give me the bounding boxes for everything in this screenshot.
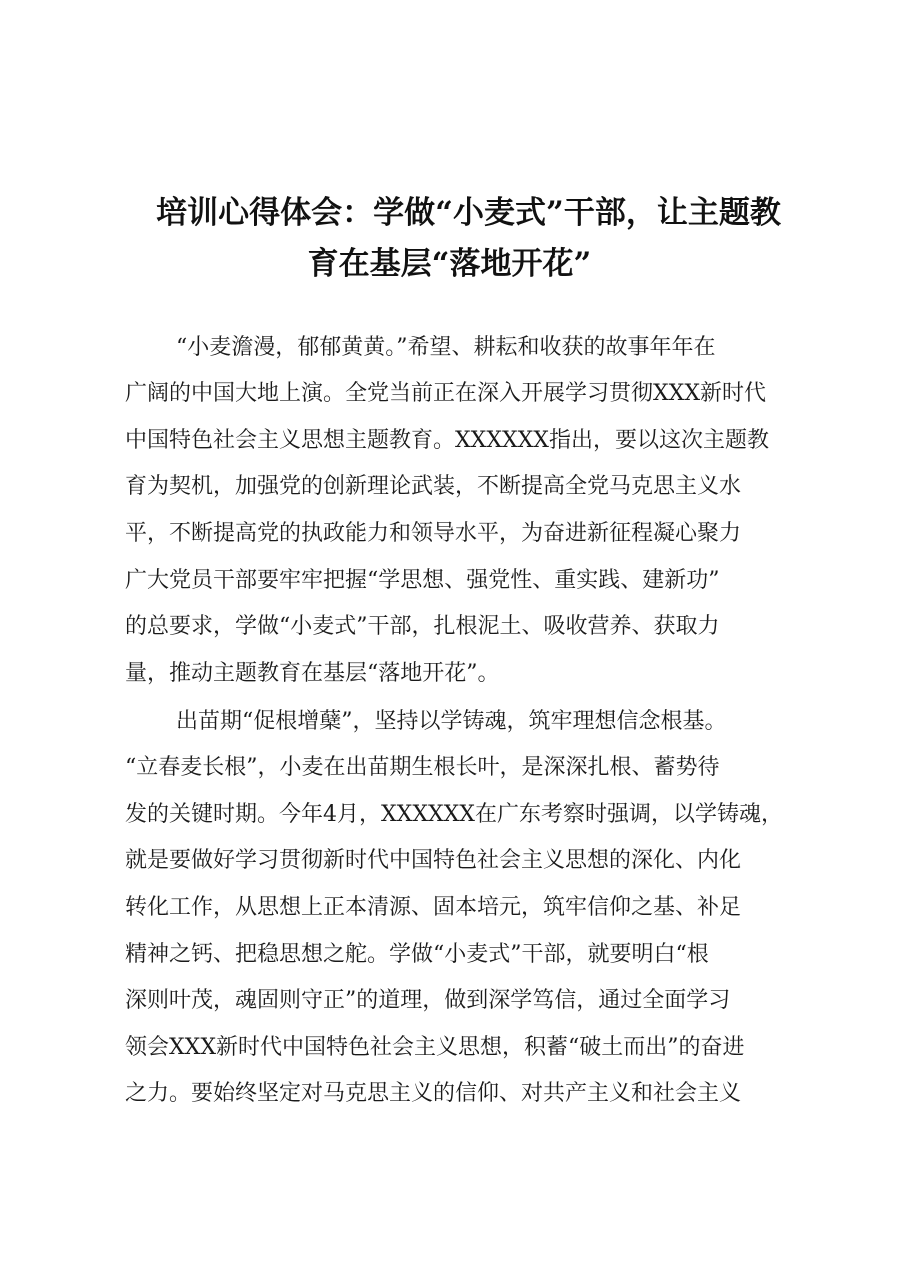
paragraph-line: “小麦澹漫，郁郁黄黄。”希望、耕耘和收获的故事年年在 (176, 335, 716, 360)
paragraph-line: 平，不断提高党的执政能力和领导水平，为奋进新征程凝心聚力 (125, 521, 742, 546)
paragraph-line: 转化工作，从思想上正本清源、固本培元，筑牢信仰之基、补足 (125, 895, 742, 920)
paragraph-line: 就是要做好学习贯彻新时代中国特色社会主义思想的深化、内化 (125, 848, 742, 873)
paragraph-line: 领会XXX新时代中国特色社会主义思想，积蓄“破土而出”的奋进 (125, 1035, 745, 1060)
paragraph-line: 的总要求，学做“小麦式”干部，扎根泥土、吸收营养、获取力 (125, 614, 720, 639)
paragraph-line: 广大党员干部要牢牢把握“学思想、强党性、重实践、建新功” (125, 568, 720, 593)
paragraph-line: 出苗期“促根增蘖”，坚持以学铸魂，筑牢理想信念根基。 (176, 709, 727, 734)
document-title-line-2: 育在基层“落地开花” (307, 246, 592, 282)
paragraph-line: 育为契机，加强党的创新理论武装，不断提高全党马克思主义水 (125, 474, 742, 499)
paragraph-line: 深则叶茂，魂固则守正”的道理，做到深学笃信，通过全面学习 (125, 988, 731, 1013)
paragraph-line: 发的关键时期。今年4月，XXXXXX在广东考察时强调，以学铸魂， (125, 802, 783, 827)
paragraph-line: 量，推动主题教育在基层“落地开花”。 (125, 661, 500, 686)
paragraph-line: 广阔的中国大地上演。全党当前正在深入开展学习贯彻XXX新时代 (125, 381, 766, 406)
paragraph-line: 之力。要始终坚定对马克思主义的信仰、对共产主义和社会主义 (125, 1081, 742, 1106)
paragraph-line: “立春麦长根”，小麦在出苗期生根长叶，是深深扎根、蓄势待 (125, 755, 720, 780)
paragraph-line: 精神之钙、把稳思想之舵。学做“小麦式”干部，就要明白“根 (125, 942, 709, 967)
paragraph-line: 中国特色社会主义思想主题教育。XXXXXX指出，要以这次主题教 (125, 428, 769, 453)
document-title-line-1: 培训心得体会：学做“小麦式”干部，让主题教 (156, 195, 781, 231)
